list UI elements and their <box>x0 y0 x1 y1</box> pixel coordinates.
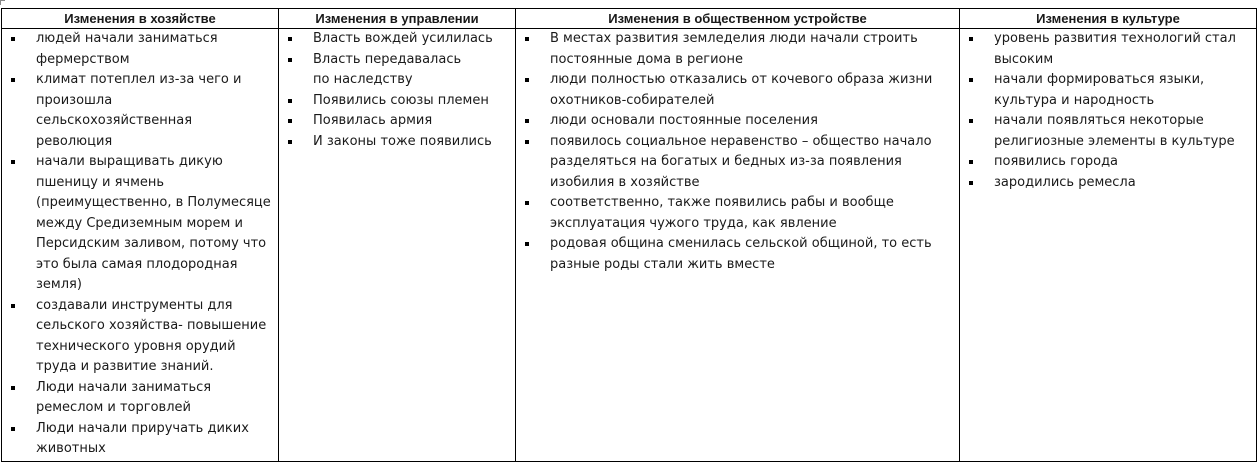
list-item[interactable]: И законы тоже появились <box>279 132 515 153</box>
cell-social-structure[interactable] <box>516 29 960 462</box>
header-social-structure[interactable]: Изменения в общественном устройстве <box>516 9 960 29</box>
list-item[interactable]: начали формироваться языки, культура и народность <box>960 70 1256 111</box>
cell-governance[interactable] <box>279 29 516 462</box>
list-item[interactable]: людей начали заниматься фермерством <box>2 29 278 70</box>
list-item[interactable]: родовая община сменилась сельской общиной, то есть разные роды стали жить вместе <box>516 234 959 275</box>
list-item[interactable]: люди основали постоянные поселения <box>516 111 959 132</box>
list-item[interactable]: Люди начали заниматься ремеслом и торговлей <box>2 378 278 419</box>
list-item[interactable]: Люди начали приручать диких животных <box>2 419 278 460</box>
cell-culture[interactable] <box>960 29 1257 462</box>
list-item[interactable]: начали появляться некоторые религиозные элементы в культуре <box>960 111 1256 152</box>
header-economy[interactable]: Изменения в хозяйстве <box>2 9 279 29</box>
list-item[interactable]: уровень развития технологий стал высоким <box>960 29 1256 70</box>
list-item[interactable]: соответственно, также появились рабы и вообще эксплуатация чужого труда, как явление <box>516 193 959 234</box>
document-corner-mark <box>0 0 5 5</box>
governance-list <box>279 29 515 152</box>
list-item[interactable]: В местах развития земледелия люди начали строить постоянные дома в регионе <box>516 29 959 70</box>
list-item[interactable]: Появились союзы племен <box>279 91 515 112</box>
list-item[interactable]: создавали инструменты для сельского хозяйства- повышение технического уровня орудий труда и развитие знаний. <box>2 296 278 378</box>
economy-list <box>2 29 278 460</box>
cell-economy[interactable] <box>2 29 279 462</box>
list-item[interactable]: Появилась армия <box>279 111 515 132</box>
header-row <box>2 9 1257 29</box>
changes-table <box>1 8 1257 462</box>
header-culture[interactable]: Изменения в культуре <box>960 9 1257 29</box>
list-item[interactable]: появились города <box>960 152 1256 173</box>
culture-list <box>960 29 1256 193</box>
list-item[interactable]: начали выращивать дикую пшеницу и ячмень (преимущественно, в Полумесяце между Средиземным морем и Персидским заливом, потому что это была самая плодородная земля) <box>2 152 278 296</box>
list-item[interactable]: зародились ремесла <box>960 173 1256 194</box>
header-governance[interactable]: Изменения в управлении <box>279 9 516 29</box>
list-item[interactable]: климат потеплел из-за чего и произошла сельскохозяйственная революция <box>2 70 278 152</box>
social-structure-list <box>516 29 959 275</box>
content-row <box>2 29 1257 462</box>
list-item[interactable]: появилось социальное неравенство – общество начало разделяться на богатых и бедных из-за появления изобилия в хозяйстве <box>516 132 959 194</box>
list-item[interactable]: Власть передавалась по наследству <box>279 50 515 91</box>
list-item[interactable]: люди полностью отказались от кочевого образа жизни охотников-собирателей <box>516 70 959 111</box>
list-item[interactable]: Власть вождей усилилась <box>279 29 515 50</box>
